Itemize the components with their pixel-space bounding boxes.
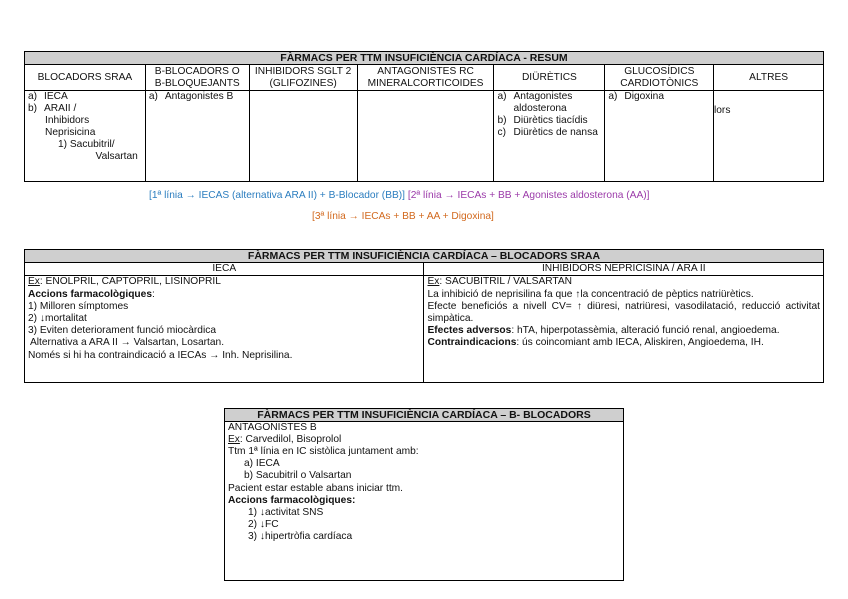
list-item: 3) ↓hipertròfia cardíaca: [248, 530, 353, 542]
cell-b-blocadors: [145, 91, 249, 182]
header-b-blocadors: B-BLOCADORS O B-BLOQUEJANTS: [145, 65, 249, 91]
cell-inhibidors-nepricisina: [424, 276, 824, 383]
header-inhibidors-nepricisina: INHIBIDORS NEPRICISINA / ARA II: [424, 263, 824, 276]
list-item: a) IECA: [28, 91, 68, 102]
list-item: b) Diürètics tiacídis: [497, 115, 588, 126]
inh-adverse: Efectes adversos: hTA, hiperpotassèmia, alteració funció renal, angioedema.: [427, 325, 780, 337]
summary-table: [24, 51, 824, 182]
list-item: b) ARAII /: [28, 103, 77, 114]
ieca-alternative: Alternativa a ARA II → Valsartan, Losartan.: [30, 337, 225, 349]
cell-diuretics: [494, 91, 605, 182]
stray-text: lors: [714, 105, 731, 116]
sraa-subitem: 1) Sacubitril/: [58, 139, 115, 150]
sraa-line: Neprisicina: [45, 127, 96, 138]
bb-heading: ANTAGONISTES B: [228, 422, 317, 434]
header-blocadors-sraa: BLOCADORS SRAA: [25, 65, 146, 91]
header-altres: ALTRES: [714, 65, 824, 91]
list-item: 1) ↓activitat SNS: [248, 506, 324, 518]
inh-contraindications: Contraindicacions: ús coincomiant amb IECA, Aliskiren, Angioedema, IH.: [427, 337, 764, 349]
list-item: a) IECA: [244, 458, 280, 470]
second-line-text: [2ª línia → IECAs + BB + Agonistes aldosterona (AA)]: [407, 190, 650, 201]
list-item: a) Antagonistes aldosterona: [497, 91, 573, 114]
bb-example: Ex: Carvedilol, Bisoprolol: [228, 434, 342, 446]
sraa-line: Inhibidors: [45, 115, 90, 126]
cell-ieca: [25, 276, 424, 383]
third-line-text: [3ª línia → IECAs + BB + AA + Digoxina]: [312, 211, 494, 222]
list-item: b) Sacubitril o Valsartan: [244, 470, 352, 482]
header-diuretics: DIÜRÈTICS: [494, 65, 605, 91]
ieca-example: Ex: ENOLPRIL, CAPTOPRIL, LISINOPRIL: [28, 276, 221, 288]
treatment-lines-row: [149, 190, 649, 201]
first-line-text: [1ª línia → IECAS (alternativa ARA II) + B-Blocador (BB)]: [149, 190, 406, 201]
header-glucosidics: GLUCOSÍDICS CARDIOTÒNICS: [605, 65, 714, 91]
sraa-table: [24, 249, 824, 383]
list-item: a) Digoxina: [608, 91, 664, 102]
inh-p1: La inhibició de neprisilina fa que ↑la concentració de pèptics natriürètics.: [427, 288, 754, 300]
list-item: 3) Eviten deteriorament funció miocàrdica: [28, 325, 216, 337]
ieca-nomes: Només si hi ha contraindicació a IECAs → Inh. Neprisilina.: [28, 349, 293, 361]
bb-pacient: Pacient estar estable abans iniciar ttm.: [228, 482, 403, 494]
list-item: 1) Milloren símptomes: [28, 300, 129, 312]
cell-antagonistes-rc: [357, 91, 494, 182]
header-ieca: IECA: [25, 263, 424, 276]
summary-table-title: FÀRMACS PER TTM INSUFICIÈNCIA CARDÍACA - RESUM: [25, 52, 824, 65]
bb-accions: Accions farmacològiques:: [228, 494, 356, 506]
ieca-accions: Accions farmacològiques:: [28, 288, 155, 300]
list-item: 2) ↓mortalitat: [28, 313, 87, 325]
inh-example: Ex: SACUBITRIL / VALSARTAN: [427, 276, 573, 288]
b-blocadors-table-title: FÀRMACS PER TTM INSUFICIÈNCIA CARDÍACA – B- BLOCADORS: [225, 409, 624, 422]
cell-glucosidics: [605, 91, 714, 182]
header-antagonistes-rc: ANTAGONISTES RC MINERALCORTICOIDES: [357, 65, 494, 91]
sraa-subitem-cont: Valsartan: [95, 151, 138, 162]
list-item: a) Antagonistes B: [148, 91, 234, 102]
cell-inhibidors-sglt2: [249, 91, 357, 182]
b-blocadors-table: [224, 408, 624, 581]
sraa-table-title: FÀRMACS PER TTM INSUFICIÈNCIA CARDÍACA – BLOCADORS SRAA: [25, 250, 824, 263]
header-inhibidors-sglt2: INHIBIDORS SGLT 2 (GLIFOZINES): [249, 65, 357, 91]
cell-blocadors-sraa: [25, 91, 146, 182]
list-item: 2) ↓FC: [248, 518, 279, 530]
list-item: c) Diürètics de nansa: [497, 127, 598, 138]
bb-ttm: Ttm 1ª línia en IC sistòlica juntament amb:: [228, 446, 419, 458]
cell-b-blocadors-body: [225, 422, 624, 581]
inh-p2: Efecte beneficiós a nivell CV= ↑ diüresi, natriüresi, vasodilatació, reducció activitat simpàtica.: [427, 300, 820, 325]
